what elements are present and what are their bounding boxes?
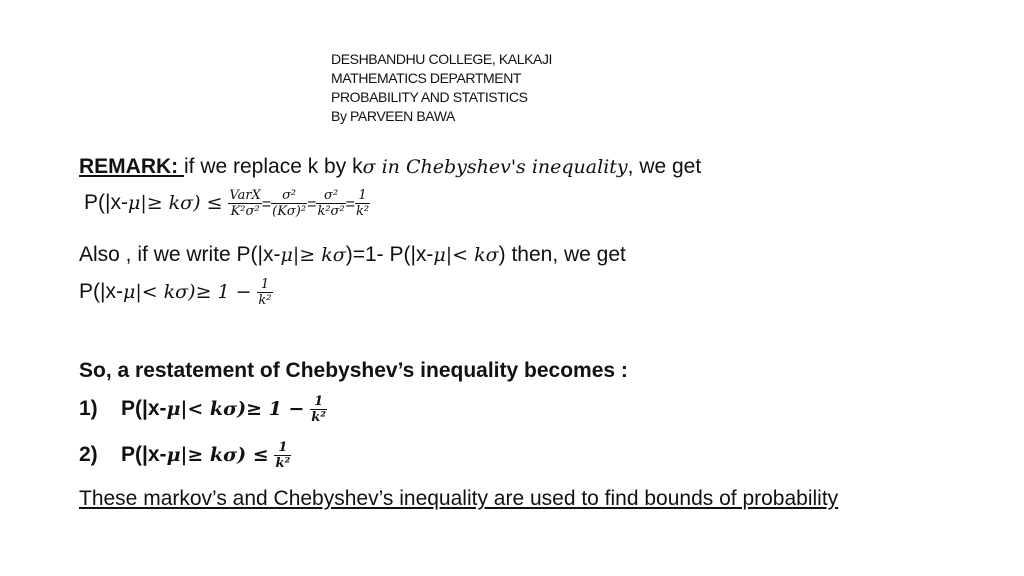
also-mid-2: |< kσ	[445, 244, 499, 266]
item2-lhs: P(|x-	[121, 443, 167, 467]
eq1-geq: |≥ kσ) ≤	[140, 192, 223, 215]
also-line	[79, 243, 626, 267]
remark-sigma-phrase: σ in Chebyshev's inequality	[362, 156, 628, 178]
equation-1	[84, 188, 370, 219]
list-item-1	[79, 394, 327, 425]
remark-label: REMARK:	[79, 155, 184, 178]
eq2-mu: μ	[122, 281, 136, 304]
restatement-heading: So, a restatement of Chebyshev’s inequality becomes :	[79, 359, 628, 382]
item2-number: 2)	[79, 443, 98, 467]
item2-fraction: $\frac{1}{\text{k²}}$	[275, 440, 291, 471]
also-text-3: ) then, we get	[498, 243, 626, 266]
eq2-lhs: P(|x-	[79, 280, 123, 304]
eq1-mu: μ	[127, 192, 141, 215]
header-college: DESHBANDHU COLLEGE, KALKAJI	[331, 51, 553, 67]
eq1-fraction-2: $\frac{\text{σ²}}{\text{(Kσ)²}}$	[272, 188, 307, 219]
item1-mu: μ	[166, 398, 181, 421]
header-course: PROBABILITY AND STATISTICS	[331, 89, 528, 105]
also-mu-1: μ	[280, 244, 293, 266]
eq1-fraction-1: $\frac{\text{VarX}}{\text{K²σ²}}$	[229, 188, 261, 219]
item2-mu: μ	[166, 444, 181, 467]
also-mu-2: μ	[433, 244, 446, 266]
list-item-2	[79, 440, 291, 471]
header-department: MATHEMATICS DEPARTMENT	[331, 70, 522, 86]
item1-rhs: )≥ 1 −	[237, 398, 305, 421]
also-mid-1: |≥ kσ	[292, 244, 346, 266]
eq1-equals: =	[261, 196, 272, 214]
item1-fraction: $\frac{1}{\text{k²}}$	[311, 394, 326, 425]
header-block	[331, 50, 552, 126]
item2-rhs: ) ≤	[237, 444, 269, 467]
remark-line	[79, 155, 701, 179]
item1-number: 1)	[79, 397, 98, 421]
eq1-equals: =	[345, 196, 355, 214]
eq2-rhs: )≥ 1 −	[188, 281, 252, 304]
footer-note: These markov’s and Chebyshev’s inequality are used to find bounds of probability	[79, 487, 839, 510]
eq2-fraction: $\frac{1}{\text{k²}}$	[258, 277, 272, 308]
also-text-2: )=1- P(|x-	[345, 243, 434, 266]
equation-2	[79, 277, 273, 308]
item1-mid: |< kσ	[180, 398, 238, 421]
eq1-lhs: P(|x-	[84, 191, 128, 215]
header-author: By PARVEEN BAWA	[331, 108, 455, 124]
eq1-fraction-4: $\frac{1}{\text{k²}}$	[355, 188, 370, 219]
eq1-fraction-3: $\frac{\text{σ²}}{\text{k²σ²}}$	[317, 188, 345, 219]
also-text-1: Also , if we write P(|x-	[79, 243, 281, 266]
remark-text-1: if we replace k by k	[184, 155, 363, 178]
item1-lhs: P(|x-	[121, 397, 167, 421]
item2-mid: |≥ kσ	[180, 444, 238, 467]
remark-text-2: , we get	[627, 155, 702, 178]
eq1-equals: =	[307, 196, 317, 214]
eq2-mid: |< kσ	[135, 281, 189, 304]
